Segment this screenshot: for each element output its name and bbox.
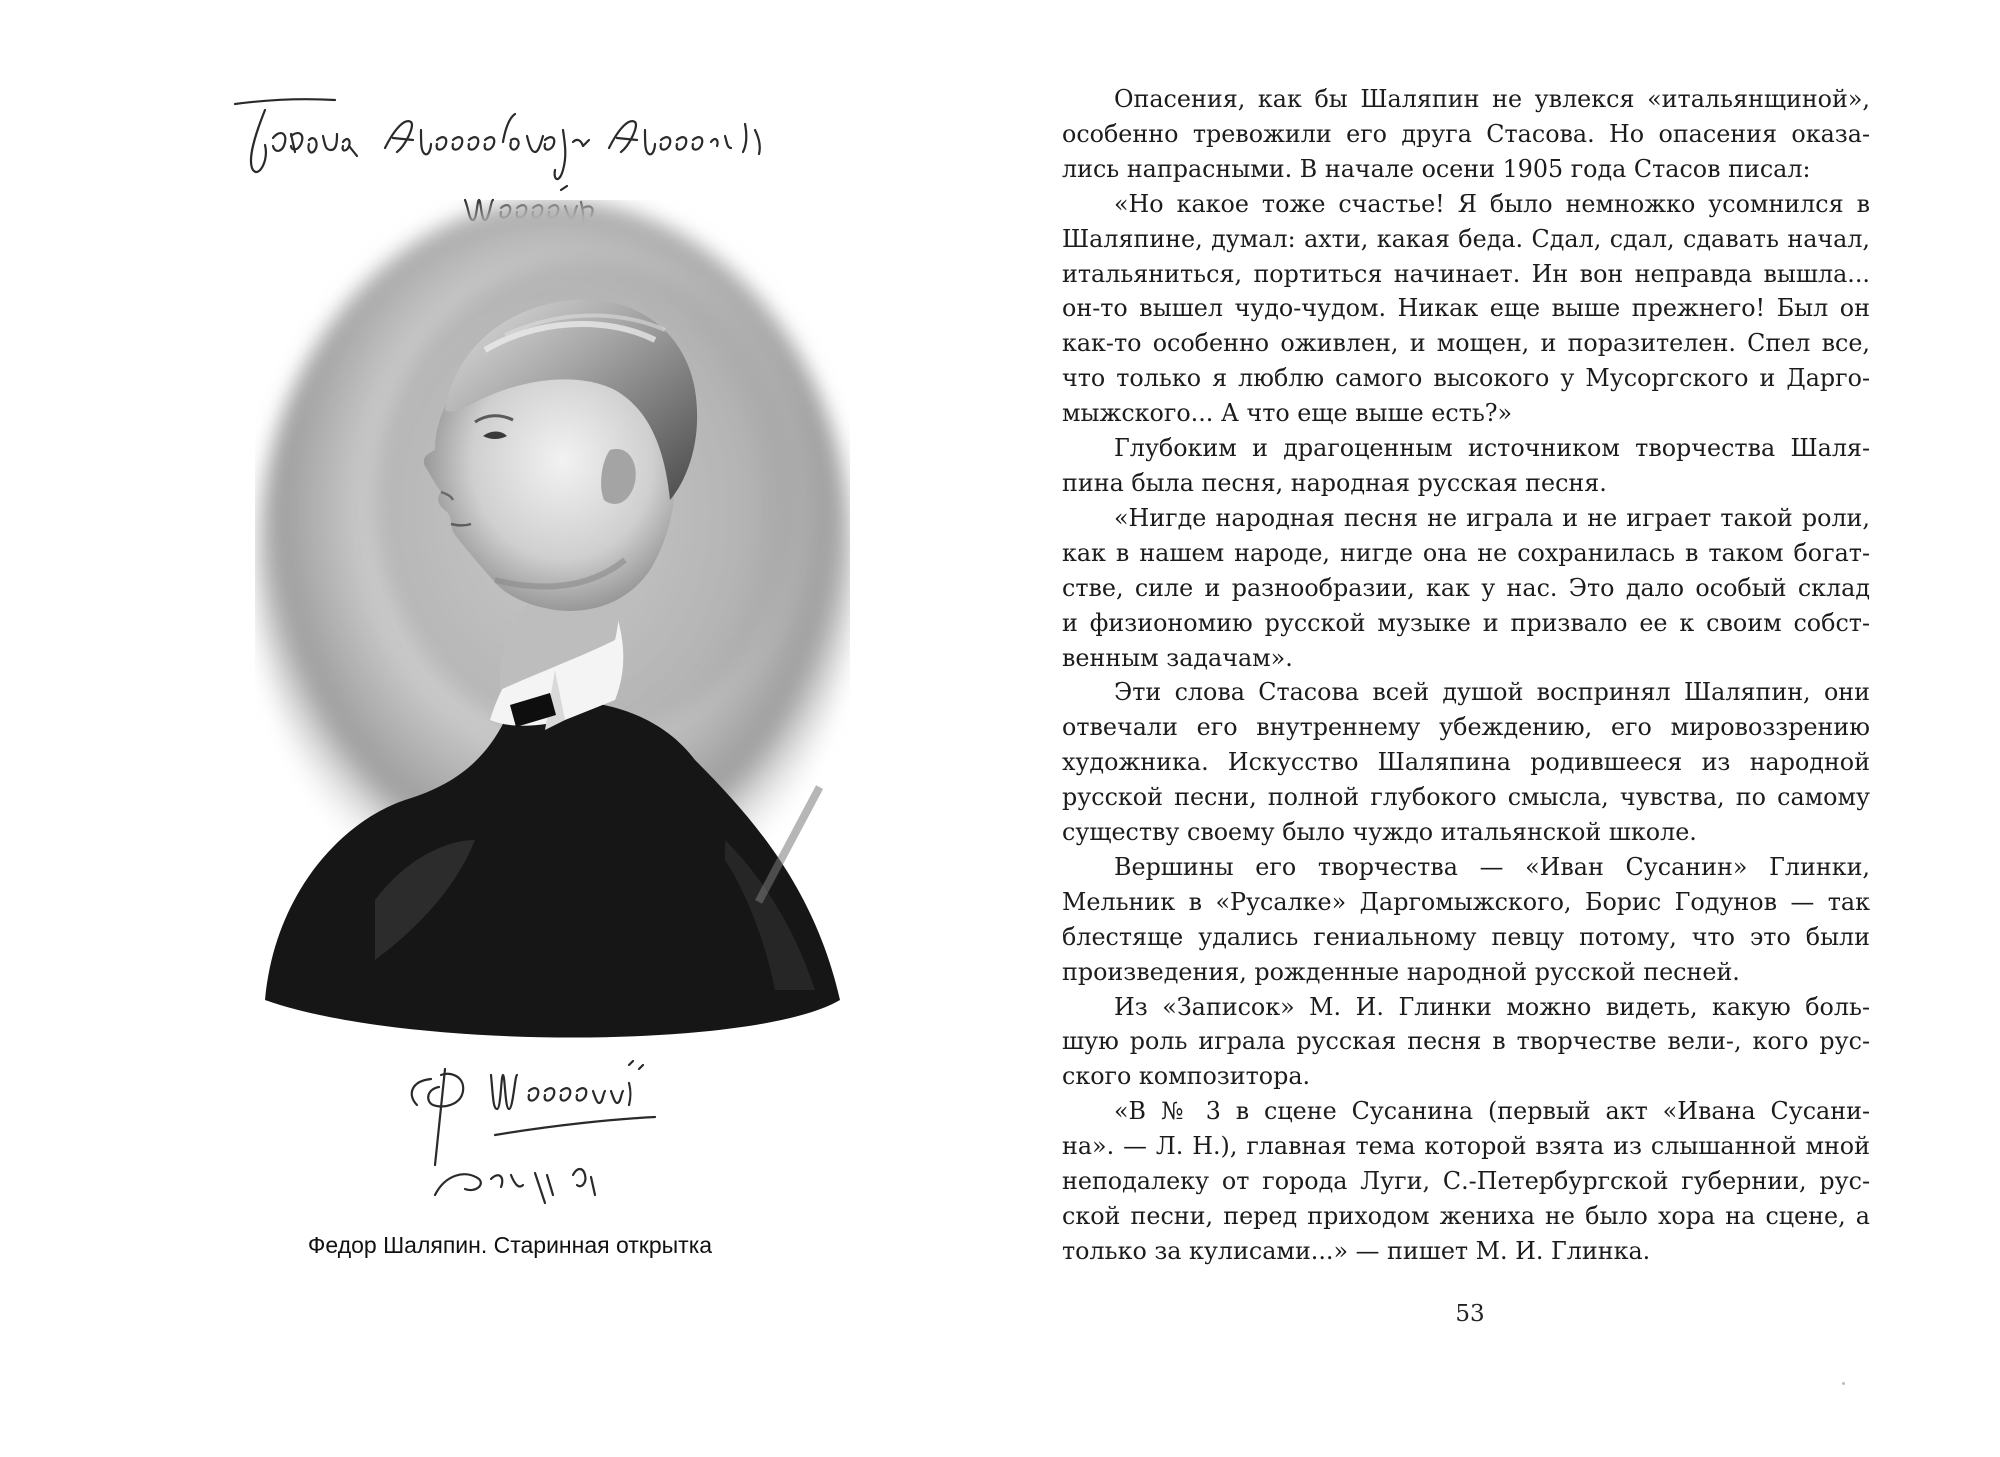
text-line: он-то вышел чудо-чудом. Никак еще выше прежнего! Был он xyxy=(1062,294,1870,323)
text-line: и физиономию русской музыке и призвало ее к своим собст- xyxy=(1062,608,1870,637)
text-line: только за кулисами...» — пишет М. И. Глинка. xyxy=(1062,1236,1651,1265)
text-line: Опасения, как бы Шаляпин не увлекся «итальянщиной», xyxy=(1114,85,1870,113)
text-line: отвечали его внутреннему убеждению, его мировоззрению xyxy=(1062,713,1870,742)
text-line: что только я люблю самого высокого у Мусоргского и Дарго- xyxy=(1062,364,1870,393)
text-line: особенно тревожили его друга Стасова. Но опасения оказа- xyxy=(1062,119,1870,148)
text-line: пина была песня, народная русская песня. xyxy=(1062,468,1607,497)
text-line: шую роль играла русская песня в творчестве вели-, кого рус- xyxy=(1062,1027,1870,1056)
text-line: мыжского... А что еще выше есть?» xyxy=(1062,399,1513,428)
text-line: «Нигде народная песня не играла и не играет такой роли, xyxy=(1114,503,1870,532)
text-line: как-то особенно оживлен, и мощен, и поразителен. Спел все, xyxy=(1062,329,1870,358)
text-line: блестяще удались гениальному певцу потому, что это были xyxy=(1062,922,1870,951)
text-line: итальяниться, портиться начинает. Ин вон неправда вышла... xyxy=(1062,259,1870,288)
text-line: художника. Искусство Шаляпина родившееся из народной xyxy=(1062,748,1870,777)
text-line: Шаляпине, думал: ахти, какая беда. Сдал, сдал, сдавать начал, xyxy=(1062,224,1870,253)
text-line: Эти слова Стасова всей душой воспринял Шаляпин, они xyxy=(1114,678,1870,707)
text-line: неподалеку от города Луги, С.-Петербургской губернии, рус- xyxy=(1062,1167,1870,1196)
right-page xyxy=(1000,0,2000,1457)
text-line: существу своему было чуждо итальянской школе. xyxy=(1062,818,1697,847)
text-line: Глубоким и драгоценным источником творчества Шаля- xyxy=(1114,434,1870,463)
text-line: ского композитора. xyxy=(1062,1062,1311,1091)
text-line: венным задачам». xyxy=(1062,643,1293,672)
portrait-photo xyxy=(255,200,850,1070)
text-line: как в нашем народе, нигде она не сохранилась в таком богат- xyxy=(1062,538,1870,567)
page-number: 53 xyxy=(1455,1301,1485,1327)
text-line: «В № 3 в сцене Сусанина (первый акт «Ивана Сусани- xyxy=(1114,1097,1870,1126)
text-line: Из «Записок» М. И. Глинки можно видеть, какую боль- xyxy=(1114,992,1870,1021)
photo-caption: Федор Шаляпин. Старинная открытка xyxy=(307,1232,713,1258)
handwritten-signature xyxy=(395,1045,735,1215)
body-text xyxy=(1062,82,1870,1269)
text-line: «Но какое тоже счастье! Я было немножко усомнился в xyxy=(1114,189,1870,218)
text-line: русской песни, полной глубокого смысла, чувства, по самому xyxy=(1062,783,1870,812)
text-line: произведения, рожденные народной русской песней. xyxy=(1062,957,1740,986)
text-line: стве, силе и разнообразии, как у нас. Это дало особый склад xyxy=(1062,573,1870,602)
paper-speck xyxy=(1842,1382,1845,1385)
text-line: лись напрасными. В начале осени 1905 года Стасов писал: xyxy=(1062,154,1811,183)
text-line: Вершины его творчества — «Иван Сусанин» Глинки, xyxy=(1114,852,1870,881)
text-line: ской песни, перед приходом жениха не было хора на сцене, а xyxy=(1062,1202,1870,1230)
text-line: на». — Л. Н.), главная тема которой взята из слышанной мной xyxy=(1062,1132,1870,1161)
text-line: Мельник в «Русалке» Даргомыжского, Борис Годунов — так xyxy=(1062,887,1870,916)
